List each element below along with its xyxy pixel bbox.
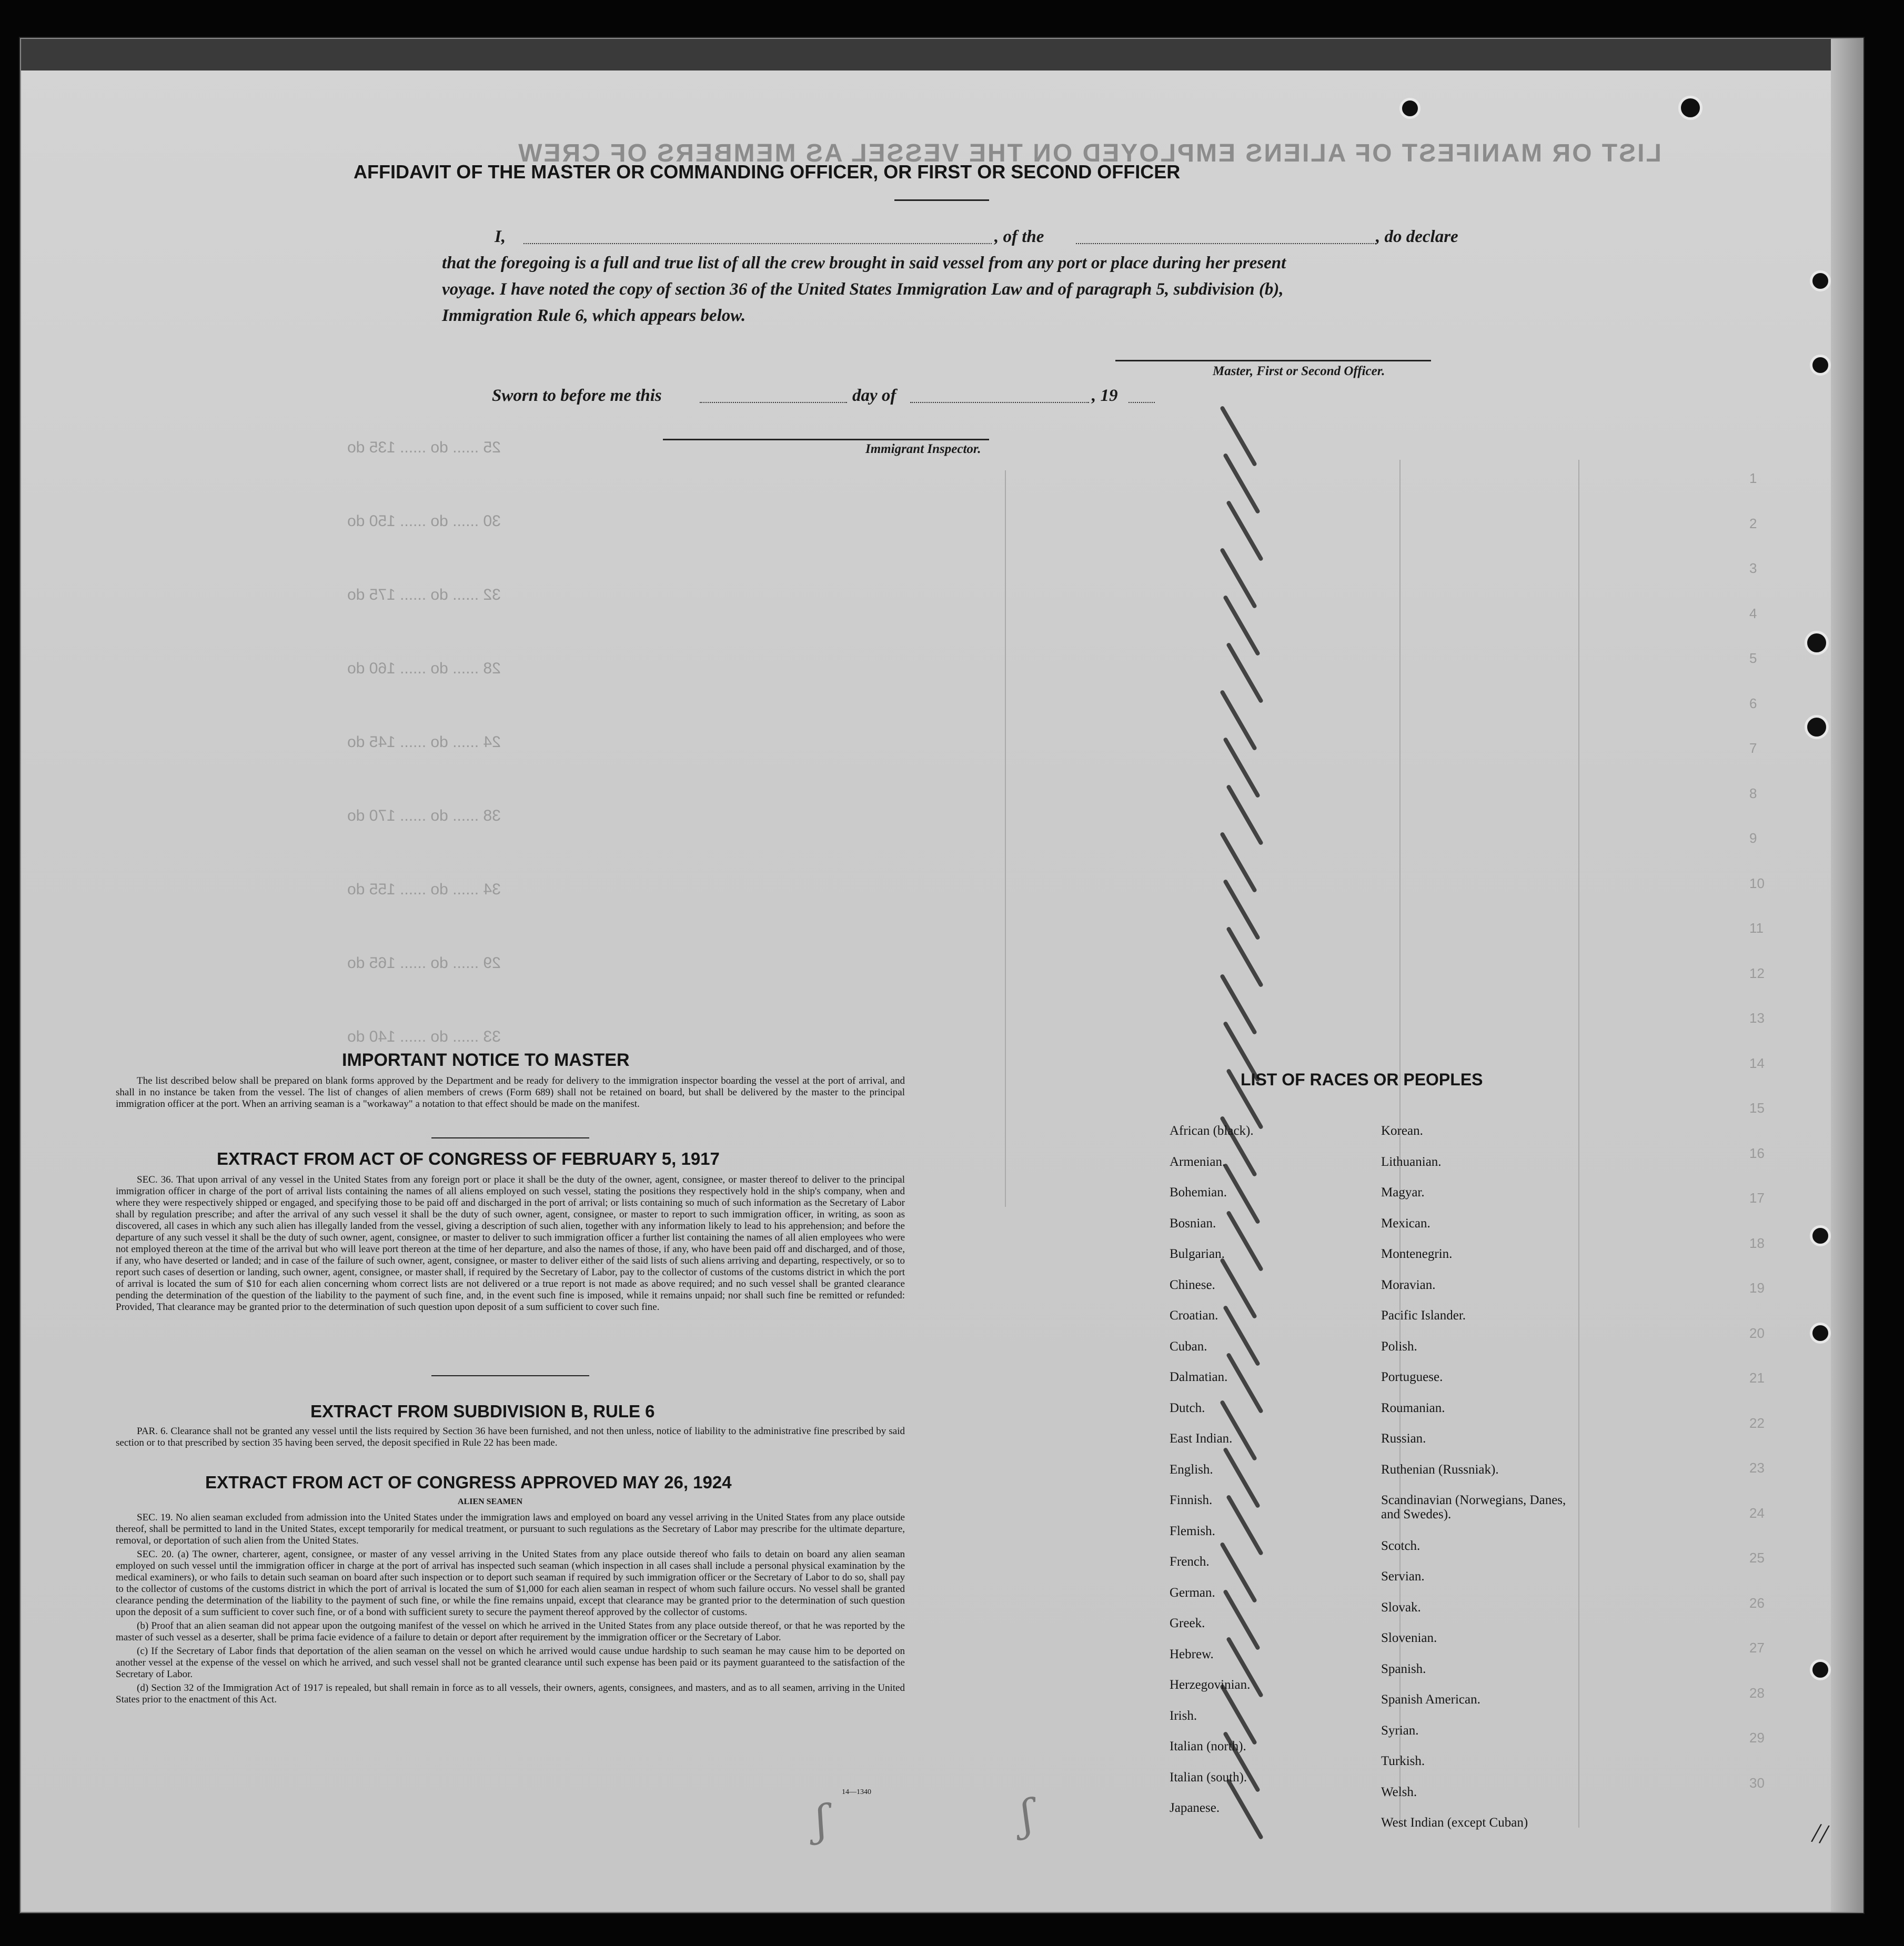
inspector-signature-line[interactable]	[663, 439, 989, 440]
sec20a-paragraph: SEC. 20. (a) The owner, charterer, agent, consignee, or master of any vessel arriving in the United States from any place outside thereof who fails to detain on board any alien seaman employed on such vessel until the immigration officer in charge at the port of arrival has inspected such seaman (which inspection in all cases shall include a personal physical examination by the medical examiners), or who fails to detain such seaman on board after such inspection or to deport such seaman if required by such immigration officer or the Secretary of Labor to do so, shall pay to the collector of customs of the customs district in which the port of arrival is located the sum of $1,000 for each alien seaman in respect of whom such failure occurs. No vessel shall be granted clearance pending the determination of the liability to the payment of such fine, or while the fine remains unpaid, except that clearance may be granted prior to the determination of such question upon the deposit of a sum sufficient to cover such fine, or of a bond with sufficient surety to secure the payment thereof approved by the collector of customs.	[116, 1549, 905, 1618]
top-edge	[21, 39, 1862, 70]
binder-hole-icon	[1810, 270, 1831, 291]
declaration-line-3: voyage. I have noted the copy of section 36 of the United States Immigration Law and of paragraph 5, subdivision (b),	[442, 280, 1284, 299]
race-item: Flemish.	[1170, 1524, 1215, 1538]
extract-1917-title: EXTRACT FROM ACT OF CONGRESS OF FEBRUARY 5, 1917	[217, 1149, 720, 1168]
master-name-field[interactable]	[523, 243, 992, 244]
race-item: Armenian.	[1170, 1154, 1226, 1169]
binder-hole-icon	[1678, 96, 1702, 120]
extract-rule6-title: EXTRACT FROM SUBDIVISION B, RULE 6	[310, 1401, 655, 1421]
bleed-through-row: 24 ...... do ...... 145 do	[347, 733, 501, 751]
bleed-through-row-number: 5	[1749, 650, 1757, 666]
sec19-paragraph: SEC. 19. No alien seaman excluded from admission into the United States under the immigration laws and employed on board any vessel arriving in the United States from any place outside thereof, shall be permitted to land in the United States, except temporarily for medical treatment, or pursuant to such regulations as the Secretary of Labor may prescribe for the ultimate departure, removal, or deportation of such alien from the United States.	[116, 1512, 905, 1546]
extract-1924-title: EXTRACT FROM ACT OF CONGRESS APPROVED MAY 26, 1924	[205, 1473, 732, 1492]
bleed-through-row-number: 30	[1749, 1774, 1765, 1791]
bleed-through-row-number: 3	[1749, 560, 1757, 576]
bleed-through-row: 30 ...... do ...... 150 do	[347, 512, 501, 530]
race-item: Dalmatian.	[1170, 1370, 1228, 1384]
race-item: Bulgarian.	[1170, 1247, 1225, 1261]
notice-paragraph: The list described below shall be prepared on blank forms approved by the Department and be ready for delivery to the immigration inspector boarding the vessel at the port of arrival, and shall in no instance be taken from the vessel. The list of changes of alien members of crews (Form 689) shall not be retained on board, but shall be delivered by the master to the principal immigration officer at the port. When an arriving seaman is a "workaway" a notation to that effect should be made on the manifest.	[116, 1075, 905, 1110]
race-item: Croatian.	[1170, 1308, 1218, 1323]
race-item: Portuguese.	[1381, 1370, 1443, 1384]
notice-text	[116, 1075, 905, 1112]
race-item: Spanish.	[1381, 1661, 1426, 1676]
bleed-through-row-number: 7	[1749, 740, 1757, 756]
notice-divider	[431, 1137, 589, 1138]
race-item: German.	[1170, 1585, 1215, 1600]
race-item: Syrian.	[1381, 1723, 1419, 1738]
sworn-year-field[interactable]	[1129, 402, 1155, 403]
race-item: Moravian.	[1381, 1277, 1436, 1292]
bleed-through-row: 25 ...... do ...... 135 do	[347, 439, 501, 456]
race-item: Irish.	[1170, 1708, 1197, 1723]
extract-1924-subtitle: ALIEN SEAMEN	[458, 1497, 523, 1506]
race-item: Magyar.	[1381, 1185, 1425, 1199]
sec20c-paragraph: (c) If the Secretary of Labor finds that deportation of the alien seaman on the vessel on which he arrived would cause undue hardship to such seaman he may cause him to be deported on another vessel at the expense of the vessel on which he arrived, and such vessel shall not be granted clearance until such expense has been paid or its payment guaranteed to the satisfaction of the Secretary of Labor.	[116, 1646, 905, 1680]
race-item: English.	[1170, 1462, 1213, 1477]
bleed-through-row-number: 27	[1749, 1640, 1765, 1656]
race-item: Mexican.	[1381, 1216, 1430, 1231]
bleed-through-row-number: 20	[1749, 1325, 1765, 1341]
bleed-through-row: 33 ...... do ...... 140 do	[347, 1028, 501, 1045]
bleed-through-row: 34 ...... do ...... 155 do	[347, 881, 501, 898]
binder-hole-icon	[1810, 1225, 1831, 1246]
bleed-through-row-number: 19	[1749, 1280, 1765, 1296]
bleed-through-row-number: 14	[1749, 1055, 1765, 1071]
bleed-through-row-number: 16	[1749, 1145, 1765, 1161]
sec20b-paragraph: (b) Proof that an alien seaman did not appear upon the outgoing manifest of the vessel on which he arrived in the United States from any place outside thereof, or that he was reported by the master of such vessel as a deserter, shall be prima facie evidence of a failure to detain or deport after requirement by the immigration officer or the Secretary of Labor.	[116, 1620, 905, 1643]
bleed-through-row-number: 18	[1749, 1235, 1765, 1251]
form-number: 14—1340	[842, 1788, 871, 1796]
race-item: Roumanian.	[1381, 1400, 1445, 1415]
declaration-line-4: Immigration Rule 6, which appears below.	[442, 306, 746, 325]
master-caption: Master, First or Second Officer.	[1213, 364, 1385, 378]
form-sheet	[20, 38, 1863, 1913]
race-item: Servian.	[1381, 1569, 1425, 1584]
race-item: Italian (south).	[1170, 1770, 1247, 1784]
race-item: Welsh.	[1381, 1784, 1417, 1799]
bleed-through-row-number: 8	[1749, 785, 1757, 801]
bleed-through-rule	[1399, 460, 1401, 1828]
race-item: Spanish American.	[1381, 1692, 1480, 1707]
sworn-day-field[interactable]	[700, 402, 847, 403]
vessel-name-field[interactable]	[1076, 243, 1376, 244]
title-rule	[894, 199, 989, 201]
extract-1924-text	[116, 1512, 905, 1708]
race-item: Pacific Islander.	[1381, 1308, 1466, 1323]
declaration-declare: , do declare	[1376, 227, 1458, 246]
bleed-through-row-number: 10	[1749, 875, 1765, 891]
race-item: Russian.	[1381, 1431, 1426, 1446]
bleed-through-rule	[1005, 470, 1006, 1207]
race-item: Japanese.	[1170, 1801, 1220, 1815]
bleed-through-row-number: 1	[1749, 470, 1757, 486]
bleed-through-row-number: 13	[1749, 1010, 1765, 1026]
race-item: East Indian.	[1170, 1431, 1233, 1446]
bleed-through-row-number: 24	[1749, 1505, 1765, 1521]
race-item: Greek.	[1170, 1616, 1205, 1630]
bleed-through-row: 28 ...... do ...... 160 do	[347, 660, 501, 677]
race-item: Cuban.	[1170, 1339, 1207, 1354]
race-item: Herzegovinian.	[1170, 1678, 1251, 1692]
bleed-through-row-number: 26	[1749, 1595, 1765, 1611]
bleed-through-row-number: 9	[1749, 830, 1757, 846]
bleed-through-row-number: 2	[1749, 515, 1757, 531]
race-item: Slovenian.	[1381, 1631, 1437, 1645]
race-item: Dutch.	[1170, 1400, 1205, 1415]
bleed-through-row-number: 12	[1749, 965, 1765, 981]
bleed-through-row: 29 ...... do ...... 165 do	[347, 954, 501, 972]
bleed-through-row-number: 21	[1749, 1370, 1765, 1386]
binder-hole-icon	[1810, 1323, 1831, 1344]
bleed-through-row-number: 28	[1749, 1685, 1765, 1701]
race-item: Italian (north).	[1170, 1739, 1246, 1753]
race-item: Bosnian.	[1170, 1216, 1216, 1231]
race-item: Scandinavian (Norwegians, Danes, and Swedes).	[1381, 1493, 1566, 1521]
master-signature-line[interactable]	[1115, 360, 1431, 361]
race-item: Scotch.	[1381, 1538, 1421, 1553]
race-item: Hebrew.	[1170, 1647, 1214, 1661]
extract-1917-paragraph: SEC. 36. That upon arrival of any vessel in the United States from any foreign port or place it shall be the duty of the owner, agent, consignee, or master thereof to deliver to the principal immigration officer in charge of the port of arrival lists containing the names of all aliens employed on such vessel, stating the positions they respectively hold in the ship's company, when and where they were respectively shipped or engaged, and specifying those to be paid off and discharged in the port of arrival; or lists containing so much of such information as the Secretary of Labor shall by regulation prescribe; and after the arrival of any such vessel it shall be the duty of such owner, agent, consignee, or master to report to such immigration officer, in writing, as soon as discovered, all cases in which any such alien has illegally landed from the vessel, giving a description of such alien, together with any information likely to lead to his apprehension; and before the departure of any such vessel it shall be the duty of such owner, agent, consignee, or master to deliver to such immigration officer a further list containing the names of all alien employees who were not employed thereon at the time of the arrival but who will leave port thereon at the time of her departure, and also the names of those, if any, who have been paid off and discharged, and of those, if any, who have deserted or landed; and in case of the failure of such owner, agent, consignee, or master to deliver either of the said lists of such aliens arriving and departing, respectively, or so to report such cases of desertion or landing, such owner, agent, consignee, or master shall, if required by the Secretary of Labor, pay to the collector of customs of the customs district in which the port of arrival is located the sum of $10 for each alien concerning whom correct lists are not delivered or a true report is not made as above required; and no such vessel shall be granted clearance pending the determination of the question of the liability to the payment of such fine, and, in the event such fine is imposed, while it remains unpaid; nor shall such fine be remitted or refunded: Provided, That clearance may be granted prior to the determination of such question upon deposit of a sum sufficient to cover such fine.	[116, 1174, 905, 1313]
bleed-through-row-number: 17	[1749, 1190, 1765, 1206]
bleed-through-row-number: 11	[1749, 920, 1764, 936]
binder-hole-icon	[1810, 355, 1831, 376]
race-item: Turkish.	[1381, 1754, 1425, 1768]
bleed-through-row-number: 25	[1749, 1550, 1765, 1566]
notice-title: IMPORTANT NOTICE TO MASTER	[342, 1050, 630, 1070]
extract-1917-divider	[431, 1375, 589, 1376]
day-of-text: day of	[852, 386, 896, 405]
bleed-through-row-number: 4	[1749, 605, 1757, 621]
race-item: French.	[1170, 1555, 1210, 1569]
handwritten-signature: ʃ	[1016, 1790, 1036, 1841]
race-item: West Indian (except Cuban)	[1381, 1816, 1528, 1830]
bleed-through-row-number: 6	[1749, 695, 1757, 711]
bleed-through-row: 38 ...... do ...... 170 do	[347, 807, 501, 824]
bleed-through-row-number: 22	[1749, 1415, 1765, 1431]
declaration-line-2: that the foregoing is a full and true list of all the crew brought in said vessel from any port or place during her present	[442, 254, 1286, 273]
extract-rule6-text	[116, 1426, 905, 1451]
race-item: Korean.	[1381, 1124, 1423, 1138]
bleed-through-rule	[1578, 460, 1579, 1828]
race-item: Bohemian.	[1170, 1185, 1227, 1199]
sworn-month-field[interactable]	[910, 402, 1089, 403]
race-item: Montenegrin.	[1381, 1247, 1453, 1261]
sworn-text: Sworn to before me this	[492, 386, 662, 405]
extract-1917-text	[116, 1174, 905, 1315]
extract-rule6-paragraph: PAR. 6. Clearance shall not be granted any vessel until the lists required by Section 36 have been furnished, and not then unless, notice of liability to the administrative fine prescribed by said section or to that prescribed by section 35 having been served, the deposit specified in Rule 22 has been made.	[116, 1426, 905, 1448]
races-title: LIST OF RACES OR PEOPLES	[1241, 1070, 1483, 1089]
inspector-caption: Immigrant Inspector.	[865, 442, 981, 456]
race-item: Finnish.	[1170, 1493, 1213, 1507]
pencil-mark: //	[1810, 1816, 1831, 1851]
race-item: Chinese.	[1170, 1277, 1215, 1292]
binder-hole-icon	[1399, 98, 1421, 119]
sec20d-paragraph: (d) Section 32 of the Immigration Act of 1917 is repealed, but shall remain in force as to all vessels, their owners, agents, consignees, and masters, and as to all seamen, arriving in the United States prior to the enactment of this Act.	[116, 1682, 905, 1705]
bleed-through-row-number: 23	[1749, 1460, 1765, 1476]
right-edge	[1831, 39, 1862, 1912]
affidavit-title: AFFIDAVIT OF THE MASTER OR COMMANDING OFFICER, OR FIRST OR SECOND OFFICER	[354, 161, 1181, 183]
handwritten-signature: ʃ	[813, 1796, 830, 1846]
binder-hole-icon	[1805, 631, 1829, 655]
bleed-through-row-number: 15	[1749, 1100, 1765, 1116]
race-item: Ruthenian (Russniak).	[1381, 1462, 1499, 1477]
race-item: Lithuanian.	[1381, 1154, 1442, 1169]
race-item: Polish.	[1381, 1339, 1417, 1354]
declaration-i: I,	[495, 227, 506, 246]
binder-hole-icon	[1805, 715, 1829, 739]
race-item: African (black).	[1170, 1124, 1254, 1138]
binder-hole-icon	[1810, 1659, 1831, 1680]
declaration-of-the: , of the	[994, 227, 1044, 246]
race-item: Slovak.	[1381, 1600, 1421, 1615]
bleed-through-row-number: 29	[1749, 1730, 1765, 1746]
bleed-through-header: LIST OR MANIFEST OF ALIENS EMPLOYED ON THE VESSEL AS MEMBERS OF CREW	[517, 139, 1661, 167]
bleed-through-row: 32 ...... do ...... 175 do	[347, 586, 501, 603]
year-text: , 19	[1092, 386, 1118, 405]
